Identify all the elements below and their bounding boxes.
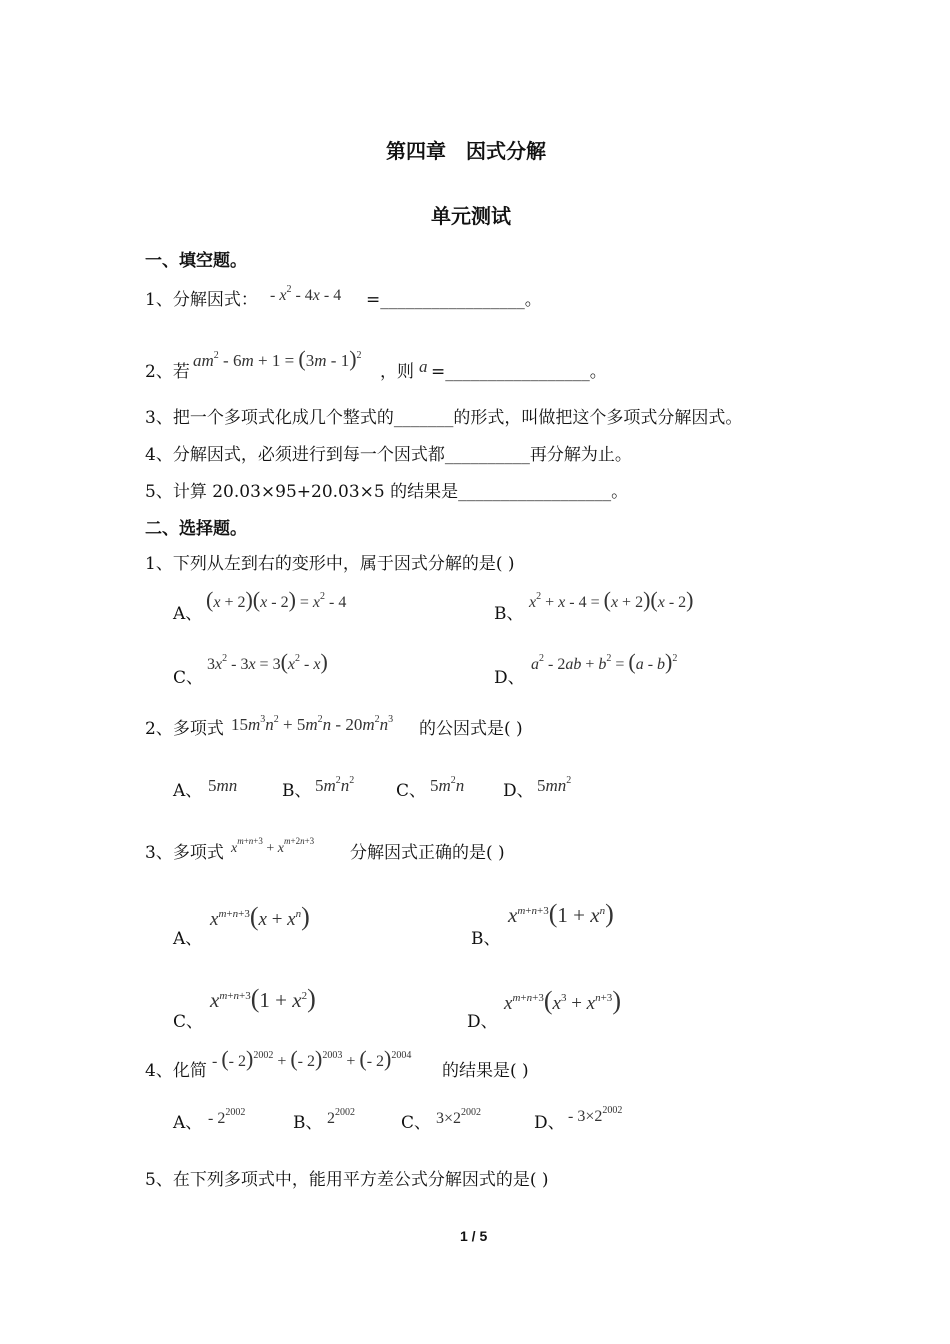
section-heading-choice: 二、选择题。 <box>145 519 247 539</box>
math-expression: $x^{m+n+3}(1 + x^n)$ <box>508 899 614 928</box>
answer-blank: =_________________。 <box>431 362 607 382</box>
option-label: C、 <box>401 1113 432 1133</box>
math-expression: - (- 2)$^{2002}$ + (- 2)$^{2003}$ + (- 2)$^{2004}$ <box>212 1046 412 1071</box>
option-label: B、 <box>494 604 524 624</box>
math-expression: $(x + 2)(x - 2) = x^2 - 4$ <box>206 587 347 612</box>
question-1-1 <box>145 289 258 311</box>
option-label: C、 <box>173 1012 204 1032</box>
math-expression: $3x^2 - 3x = 3(x^2 - x)$ <box>207 649 328 674</box>
question-2-2-prefix: 2、多项式 <box>145 719 224 739</box>
question-2-5: 5、在下列多项式中，能用平方差公式分解因式的是( ) <box>145 1170 549 1190</box>
math-expression: $x^2 + x - 4 = (x + 2)(x - 2)$ <box>529 587 694 612</box>
option-label: D、 <box>467 1012 498 1032</box>
math-expression: $5m^2n$ <box>430 775 465 795</box>
math-expression: $x^{m+n+3} + x^{m+2n+3}$ <box>231 836 315 856</box>
math-expression: $15m^3n^2 + 5m^2n - 20m^2n^3$ <box>231 714 394 734</box>
option-label: A、 <box>173 1113 203 1133</box>
option-label: D、 <box>503 781 534 801</box>
option-label: D、 <box>494 668 525 688</box>
question-1-2-prefix: 2、若 <box>145 362 190 382</box>
question-1-3: 3、把一个多项式化成几个整式的_______的形式，叫做把这个多项式分解因式。 <box>145 408 743 428</box>
page-number: 1 / 5 <box>460 1228 488 1244</box>
option-label: C、 <box>396 781 427 801</box>
math-expression: $x^{m+n+3}(x^3 + x^{n+3})$ <box>504 986 621 1015</box>
question-2-2-suffix: 的公因式是( ) <box>419 719 523 739</box>
math-expression: - $2^{2002}$ <box>208 1107 246 1127</box>
math-expression: $5mn^2$ <box>537 775 572 795</box>
math-expression: - $3\times 2^{2002}$ <box>568 1105 623 1125</box>
section-heading-fill-in: 一、填空题。 <box>145 251 247 271</box>
question-prefix: 1、分解因式： <box>145 290 258 310</box>
math-expression: $am^2 - 6m + 1 = (3m - 1)^2$ <box>193 346 362 371</box>
option-label: B、 <box>471 929 501 949</box>
question-2-3-prefix: 3、多项式 <box>145 843 224 863</box>
math-expression: $5m^2n^2$ <box>315 775 355 795</box>
page-subtitle: 单元测试 <box>431 204 511 228</box>
answer-blank: =_________________。 <box>366 290 542 310</box>
math-expression: $3\times 2^{2002}$ <box>436 1107 482 1127</box>
question-1-4: 4、分解因式，必须进行到每一个因式都__________再分解为止。 <box>145 445 632 465</box>
math-expression: 5mn <box>208 776 238 795</box>
math-expression: $x^{m+n+3}(1 + x^2)$ <box>210 984 316 1013</box>
option-label: D、 <box>534 1113 565 1133</box>
question-2-4-suffix: 的结果是( ) <box>442 1061 529 1081</box>
math-variable: a <box>419 357 428 376</box>
option-label: C、 <box>173 668 204 688</box>
math-expression: $2^{2002}$ <box>327 1107 355 1127</box>
question-2-3-suffix: 分解因式正确的是( ) <box>350 843 505 863</box>
question-2-1: 1、下列从左到右的变形中，属于因式分解的是( ) <box>145 554 515 574</box>
option-label: A、 <box>173 781 203 801</box>
page-title: 第四章 因式分解 <box>386 139 546 163</box>
option-label: A、 <box>173 604 203 624</box>
option-label: A、 <box>173 929 203 949</box>
question-2-4-prefix: 4、化简 <box>145 1061 207 1081</box>
question-1-2-mid: ，则 <box>380 362 414 382</box>
option-label: B、 <box>282 781 312 801</box>
question-1-5: 5、计算 20.03×95+20.03×5 的结果是__________________。 <box>145 482 629 502</box>
math-expression: $a^2 - 2ab + b^2 = (a - b)^2$ <box>531 649 678 674</box>
math-expression: $x^{m+n+3}(x + x^n)$ <box>210 902 310 931</box>
option-label: B、 <box>293 1113 323 1133</box>
math-expression: - $x^2 - 4x - 4$ <box>270 284 342 304</box>
